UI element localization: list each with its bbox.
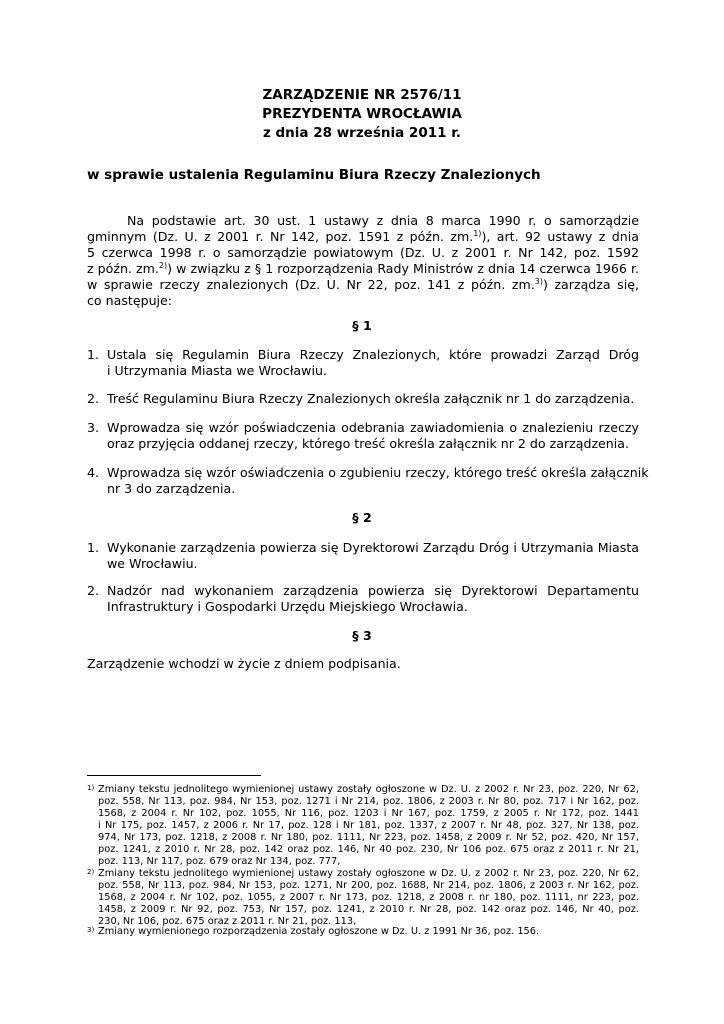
footnote: 3) Zmiany wymienionego rozporządzenia zostały ogłoszone w Dz. U. z 1991 Nr 36, poz. 156.	[87, 926, 540, 937]
list-item-number: 2.	[87, 583, 100, 598]
footnote-mark: 2)	[87, 868, 95, 876]
list-item-number: 3.	[87, 420, 100, 435]
footnote-mark: 1)	[87, 784, 95, 792]
intro-line: Na podstawie art. 30 ust. 1 ustawy z dnia 8 marca 1990 r. o samorządzie	[127, 213, 639, 228]
list-item-number: 2.	[87, 391, 100, 406]
footnote: 1) Zmiany tekstu jednolitego wymienionej ustawy zostały ogłoszone w Dz. U. z 2002 r. Nr 23, poz. 220, Nr 62, poz. 558, Nr 113, poz. 984, Nr 153, poz. 1271 i Nr 214, poz. 1806, z 2003 r. Nr 80, poz. 717 i Nr 162, poz. 1568, z 2004 r. Nr 102, poz. 1055, Nr 116, poz. 1203 i Nr 167, poz. 1759, z 2005 r. Nr 172, poz. 1441 i Nr 175, poz. 1457, z 2006 r. Nr 17, poz. 128 i Nr 181, poz. 1337, z 2007 r. Nr 48, poz. 327, Nr 138, poz. 974, Nr 173, poz. 1218, z 2008 r. Nr 180, poz. 1111, Nr 223, poz. 1458, z 2009 r. Nr 52, poz. 420, Nr 157, poz. 1241, z 2010 r. Nr 28, poz. 142 oraz poz. 146, Nr 40 poz. 230, Nr 106 poz. 675 oraz z 2011 r. Nr 21, poz. 113, Nr 117, poz. 679 oraz Nr 134, poz. 777,	[87, 784, 639, 867]
section-heading-1: § 1	[352, 318, 372, 333]
intro-line: w sprawie rzeczy znalezionych (Dz. U. Nr 22, poz. 141 z późn. zm.$^{3)}$) zarządza się,	[87, 277, 639, 292]
list-item: 1. Ustala się Regulamin Biura Rzeczy Znalezionych, które prowadzi Zarząd Dróg i Utrzymania Miasta we Wrocławiu.	[87, 347, 639, 378]
section-heading-3: § 3	[352, 628, 372, 643]
list-item: 3. Wprowadza się wzór poświadczenia odebrania zawiadomienia o znalezieniu rzeczy oraz przyjęcia oddanej rzeczy, którego treść określa załącznik nr 2 do zarządzenia.	[87, 420, 639, 451]
section-heading-2: § 2	[352, 510, 372, 525]
document-header	[0, 86, 724, 143]
list-item-number: 1.	[87, 347, 100, 362]
footnote-mark: 3)	[87, 926, 95, 934]
footnote-divider	[87, 775, 261, 776]
document-subject: w sprawie ustalenia Regulaminu Biura Rzeczy Znalezionych	[87, 167, 541, 183]
list-item: 4. Wprowadza się wzór oświadczenia o zgubieniu rzeczy, którego treść określa załącznik nr 3 do zarządzenia.	[87, 465, 649, 496]
closing-statement: Zarządzenie wchodzi w życie z dniem podpisania.	[87, 656, 401, 671]
list-item-number: 4.	[87, 465, 100, 480]
list-item: 2. Nadzór nad wykonaniem zarządzenia powierza się Dyrektorowi Departamentu Infrastruktury i Gospodarki Urzędu Miejskiego Wrocławia.	[87, 583, 639, 614]
footnote-ref: 3)	[534, 277, 543, 286]
header-line-issuer: PREZYDENTA WROCŁAWIA	[262, 106, 462, 122]
footnote: 2) Zmiany tekstu jednolitego wymienionej ustawy zostały ogłoszone w Dz. U. z 2002 r. Nr 23, poz. 220, Nr 62, poz. 558, Nr 113, poz. 984, Nr 153, poz. 1271, Nr 200, poz. 1688, Nr 214, poz. 1806, z 2003 r. Nr 162, poz. 1568, z 2004 r. Nr 102, poz. 1055, z 2007 r. Nr 173, poz. 1218, z 2008 r. nr 180, poz. 1111, nr 223, poz. 1458, z 2009 r. Nr 92, poz. 753, Nr 157, poz. 1241, z 2010 r. Nr 28, poz. 142 oraz poz. 146, Nr 40, poz. 230, Nr 106, poz. 675 oraz z 2011 r. Nr 21, poz. 113,	[87, 868, 639, 927]
intro-paragraph	[87, 213, 639, 309]
intro-line: 5 czerwca 1998 r. o samorządzie powiatowym (Dz. U. z 2001 r. Nr 142, poz. 1592	[87, 245, 639, 260]
list-item: 1. Wykonanie zarządzenia powierza się Dyrektorowi Zarządu Dróg i Utrzymania Miasta we Wrocławiu.	[87, 540, 639, 571]
header-line-date: z dnia 28 września 2011 r.	[262, 125, 462, 141]
footnote-ref: 1)	[473, 229, 482, 238]
header-line-ordinance-number: ZARZĄDZENIE NR 2576/11	[262, 87, 462, 103]
intro-line: co następuje:	[87, 293, 173, 308]
list-item: 2. Treść Regulaminu Biura Rzeczy Znalezionych określa załącznik nr 1 do zarządzenia.	[87, 391, 635, 406]
list-item-number: 1.	[87, 540, 100, 555]
footnote-ref: 2)	[158, 261, 168, 270]
intro-line: gminnym (Dz. U. z 2001 r. Nr 142, poz. 1591 z późn. zm.$^{1)}$), art. 92 ustawy z dnia	[87, 229, 639, 244]
intro-line: z późn. zm.$^{2)}$) w związku z § 1 rozporządzenia Rady Ministrów z dnia 14 czerwca 1966 r.	[87, 261, 639, 276]
